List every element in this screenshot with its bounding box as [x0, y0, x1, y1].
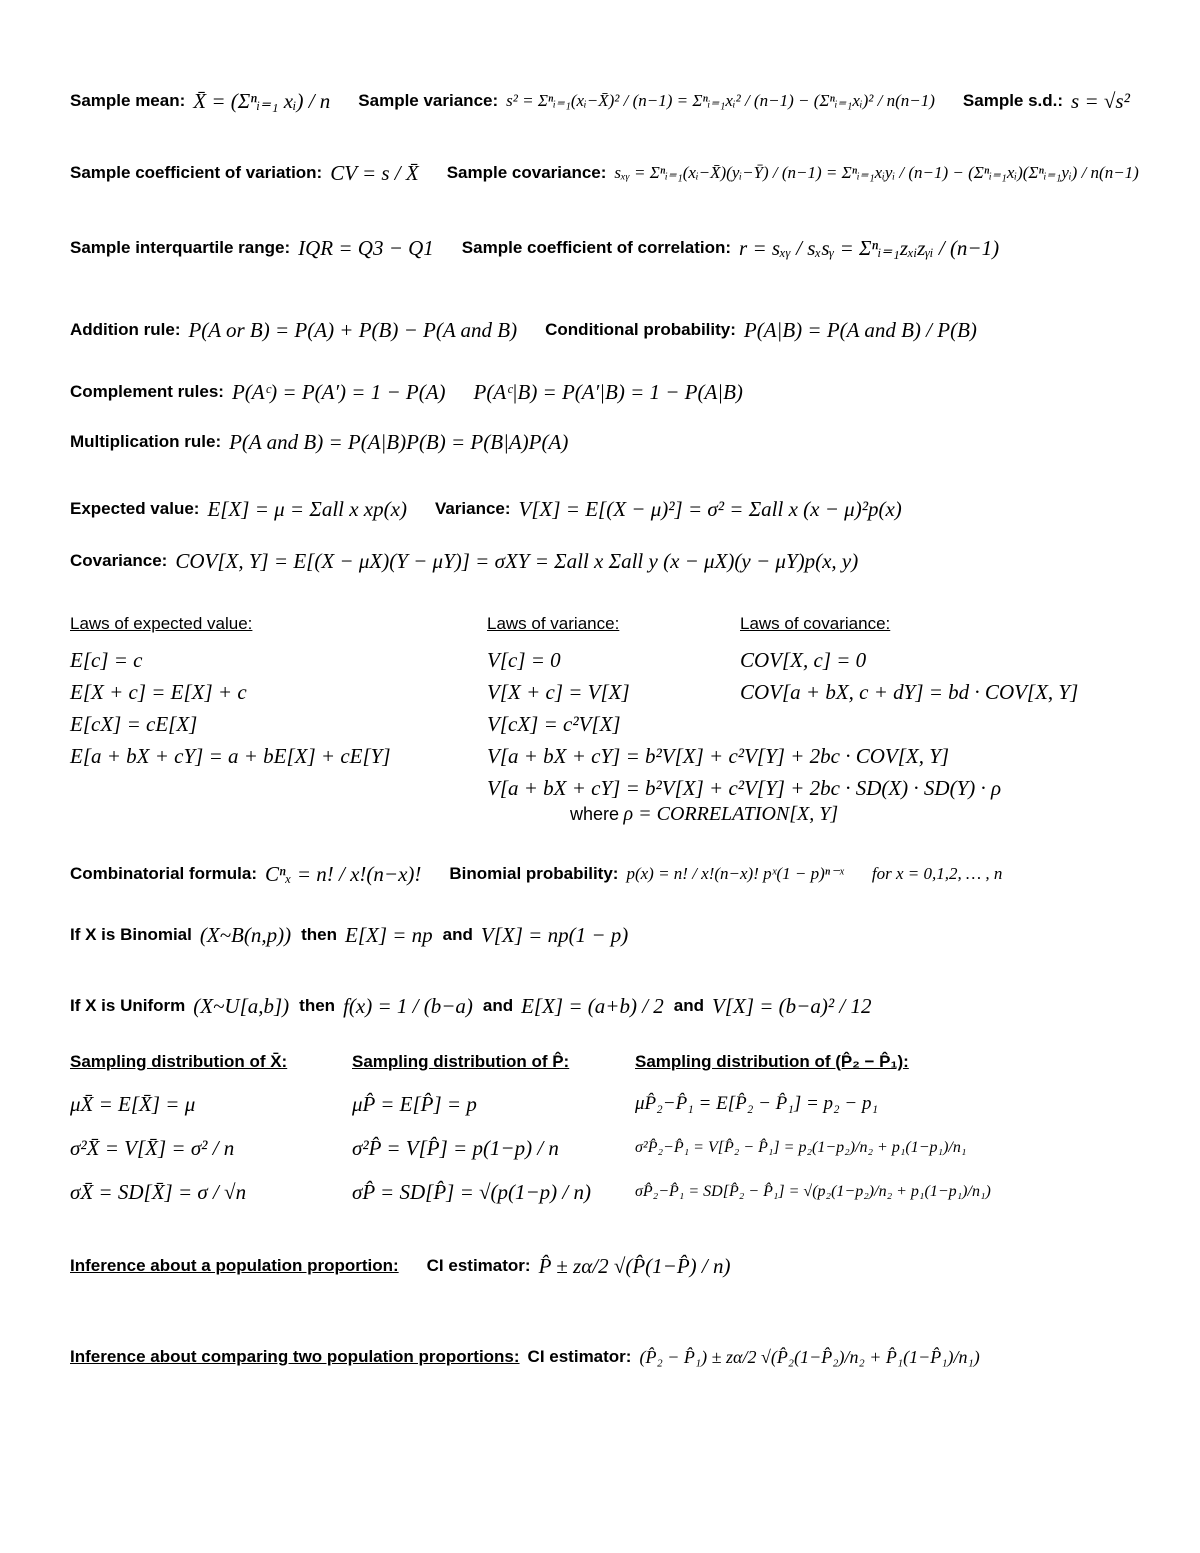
covariance-label: Covariance:	[70, 551, 168, 570]
complement-rules-label: Complement rules:	[70, 382, 224, 401]
binomial-variance: V[X] = np(1 − p)	[480, 922, 629, 947]
inference-two-label: Inference about comparing two population proportions:	[70, 1347, 520, 1366]
sampling-phat-item: σ²P̂ = V[P̂] = p(1−p) / n	[352, 1136, 559, 1160]
addition-rule-label: Addition rule:	[70, 320, 181, 339]
uniform-mean: E[X] = (a+b) / 2	[521, 993, 664, 1018]
multiplication-rule-formula: P(A and B) = P(A|B)P(B) = P(B|A)P(A)	[229, 429, 569, 454]
cv-formula: CV = s / X̄	[330, 160, 419, 185]
sampling-xbar-item: μX̄ = E[X̄] = μ	[70, 1092, 196, 1116]
covariance-formula: COV[X, Y] = E[(X − μX)(Y − μY)] = σXY = Σall x Σall y (x − μX)(y − μY)p(x, y)	[175, 548, 859, 573]
binomial-notation: (X~B(n,p))	[199, 922, 292, 947]
conditional-probability-label: Conditional probability:	[545, 320, 736, 339]
sample-sd-label: Sample s.d.:	[962, 91, 1064, 110]
binomial-range: for x = 0,1,2, … , n	[871, 864, 1003, 883]
law-variance-item: V[a + bX + cY] = b²V[X] + c²V[Y] + 2bc · SD(X) · SD(Y) · ρ	[487, 776, 1002, 800]
laws-variance-title: Laws of variance:	[487, 614, 620, 633]
law-expected-item: E[a + bX + cY] = a + bE[X] + cE[Y]	[70, 744, 391, 768]
law-covariance-item: COV[a + bX, c + dY] = bd · COV[X, Y]	[740, 680, 1079, 704]
law-expected-item: E[c] = c	[70, 648, 143, 672]
law-variance-item: V[a + bX + cY] = b²V[X] + c²V[Y] + 2bc · COV[X, Y]	[487, 744, 950, 768]
uniform-and-text-1: and	[482, 996, 514, 1015]
row-iqr-correlation	[70, 231, 1160, 265]
sampling-diff-item: σP̂₂−P̂₁ = SD[P̂₂ − P̂₁] = √(p₂(1−p₂)/n₂ + p₁(1−p₁)/n₁)	[635, 1183, 991, 1200]
binomial-if-text: If X is Binomial	[70, 925, 192, 944]
where-text: where	[570, 804, 620, 824]
sample-covariance-label: Sample covariance:	[446, 163, 607, 182]
law-variance-item: V[X + c] = V[X]	[487, 680, 630, 704]
combinatorial-formula: Cⁿₓ = n! / x!(n−x)!	[265, 861, 422, 886]
iqr-label: Sample interquartile range:	[70, 238, 291, 257]
sample-sd-formula: s = √s²	[1071, 88, 1130, 113]
combinatorial-label: Combinatorial formula:	[70, 864, 258, 883]
sampling-phat-item: σP̂ = SD[P̂] = √(p(1−p) / n)	[352, 1180, 591, 1204]
row-addition-conditional	[70, 313, 1160, 347]
binomial-probability-formula: p(x) = n! / x!(n−x)! pˣ(1 − p)ⁿ⁻ˣ	[626, 864, 844, 883]
complement-formula-1: P(Aᶜ) = P(A′) = 1 − P(A)	[231, 379, 446, 404]
row-expected-variance	[70, 492, 1160, 526]
complement-formula-2: P(Aᶜ|B) = P(A′|B) = 1 − P(A|B)	[473, 379, 743, 404]
ci-estimator-label-2: CI estimator:	[527, 1347, 632, 1366]
row-cv-covariance	[70, 156, 1160, 190]
sampling-xbar	[70, 1052, 287, 1214]
uniform-pdf: f(x) = 1 / (b−a)	[343, 993, 473, 1018]
binomial-and-text: and	[442, 925, 473, 944]
sampling-phat	[352, 1052, 591, 1214]
sample-variance-label: Sample variance:	[358, 91, 499, 110]
multiplication-rule-label: Multiplication rule:	[70, 432, 222, 451]
laws-expected-value	[70, 614, 391, 772]
sampling-diff	[635, 1052, 991, 1214]
sampling-xbar-item: σ²X̄ = V[X̄] = σ² / n	[70, 1136, 235, 1160]
iqr-formula: IQR = Q3 − Q1	[298, 235, 434, 260]
correlation-definition	[570, 803, 838, 826]
binomial-mean: E[X] = np	[345, 922, 433, 947]
cv-label: Sample coefficient of variation:	[70, 163, 323, 182]
where-formula: ρ = CORRELATION[X, Y]	[623, 803, 839, 825]
laws-expected-value-title: Laws of expected value:	[70, 614, 253, 633]
row-inference-one-proportion	[70, 1249, 1160, 1283]
inference-one-label: Inference about a population proportion:	[70, 1256, 399, 1275]
sampling-xbar-title: Sampling distribution of X̄:	[70, 1052, 288, 1071]
uniform-variance: V[X] = (b−a)² / 12	[712, 993, 872, 1018]
sample-mean-formula: X̄ = (Σⁿᵢ₌₁ xᵢ) / n	[193, 88, 331, 113]
law-variance-item: V[cX] = c²V[X]	[487, 712, 621, 736]
uniform-if-text: If X is Uniform	[70, 996, 186, 1015]
uniform-and-text-2: and	[673, 996, 705, 1015]
law-expected-item: E[cX] = cE[X]	[70, 712, 198, 736]
binomial-then-text: then	[301, 925, 337, 944]
sampling-phat-title: Sampling distribution of P̂:	[352, 1052, 570, 1071]
expected-value-formula: E[X] = μ = Σall x xp(x)	[207, 496, 407, 521]
sampling-phat-item: μP̂ = E[P̂] = p	[352, 1092, 477, 1116]
laws-covariance	[740, 614, 1078, 708]
row-sample-stats	[70, 84, 1160, 118]
uniform-notation: (X~U[a,b])	[193, 993, 290, 1018]
correlation-formula: r = sₓᵧ / sₓsᵧ = Σⁿᵢ₌₁zₓᵢzᵧᵢ / (n−1)	[739, 235, 1000, 260]
ci-estimator-formula-1: P̂ ± zα/2 √(P̂(1−P̂) / n)	[538, 1253, 731, 1278]
row-complement	[70, 375, 1160, 409]
conditional-probability-formula: P(A|B) = P(A and B) / P(B)	[743, 317, 977, 342]
law-variance-item: V[c] = 0	[487, 648, 561, 672]
ci-estimator-label-1: CI estimator:	[426, 1256, 531, 1275]
sample-mean-label: Sample mean:	[70, 91, 186, 110]
sample-covariance-formula: sₓᵧ = Σⁿᵢ₌₁(xᵢ−X̄)(yᵢ−Ȳ) / (n−1) = Σⁿᵢ₌₁xᵢyᵢ / (n−1) − (Σⁿᵢ₌₁xᵢ)(Σⁿᵢ₌₁yᵢ) / n(n−1)	[614, 163, 1139, 182]
row-multiplication	[70, 425, 1160, 459]
laws-covariance-title: Laws of covariance:	[740, 614, 891, 633]
row-uniform-moments	[70, 989, 1160, 1023]
row-covariance	[70, 544, 1160, 578]
row-inference-two-proportions	[70, 1340, 1160, 1374]
sampling-xbar-item: σX̄ = SD[X̄] = σ / √n	[70, 1180, 247, 1204]
variance-label: Variance:	[434, 499, 511, 518]
addition-rule-formula: P(A or B) = P(A) + P(B) − P(A and B)	[188, 317, 518, 342]
variance-formula: V[X] = E[(X − μ)²] = σ² = Σall x (x − μ)²p(x)	[518, 496, 902, 521]
sampling-diff-title: Sampling distribution of (P̂₂ − P̂₁):	[635, 1052, 909, 1071]
row-binomial-moments	[70, 918, 1160, 952]
correlation-label: Sample coefficient of correlation:	[461, 238, 732, 257]
sampling-diff-item: σ²P̂₂−P̂₁ = V[P̂₂ − P̂₁] = p₂(1−p₂)/n₂ + p₁(1−p₁)/n₁	[635, 1139, 967, 1156]
binomial-probability-label: Binomial probability:	[449, 864, 619, 883]
row-combinatorial-binomial	[70, 857, 1160, 891]
uniform-then-text: then	[299, 996, 336, 1015]
sampling-diff-item: μP̂₂−P̂₁ = E[P̂₂ − P̂₁] = p₂ − p₁	[635, 1093, 879, 1114]
ci-estimator-formula-2: (P̂₂ − P̂₁) ± zα/2 √(P̂₂(1−P̂₂)/n₂ + P̂₁(1−P̂₁)/n₁)	[639, 1346, 980, 1367]
sample-variance-formula: s² = Σⁿᵢ₌₁(xᵢ−X̄)² / (n−1) = Σⁿᵢ₌₁xᵢ² / (n−1) − (Σⁿᵢ₌₁xᵢ)² / n(n−1)	[506, 91, 935, 110]
law-expected-item: E[X + c] = E[X] + c	[70, 680, 247, 704]
expected-value-label: Expected value:	[70, 499, 200, 518]
law-covariance-item: COV[X, c] = 0	[740, 648, 867, 672]
